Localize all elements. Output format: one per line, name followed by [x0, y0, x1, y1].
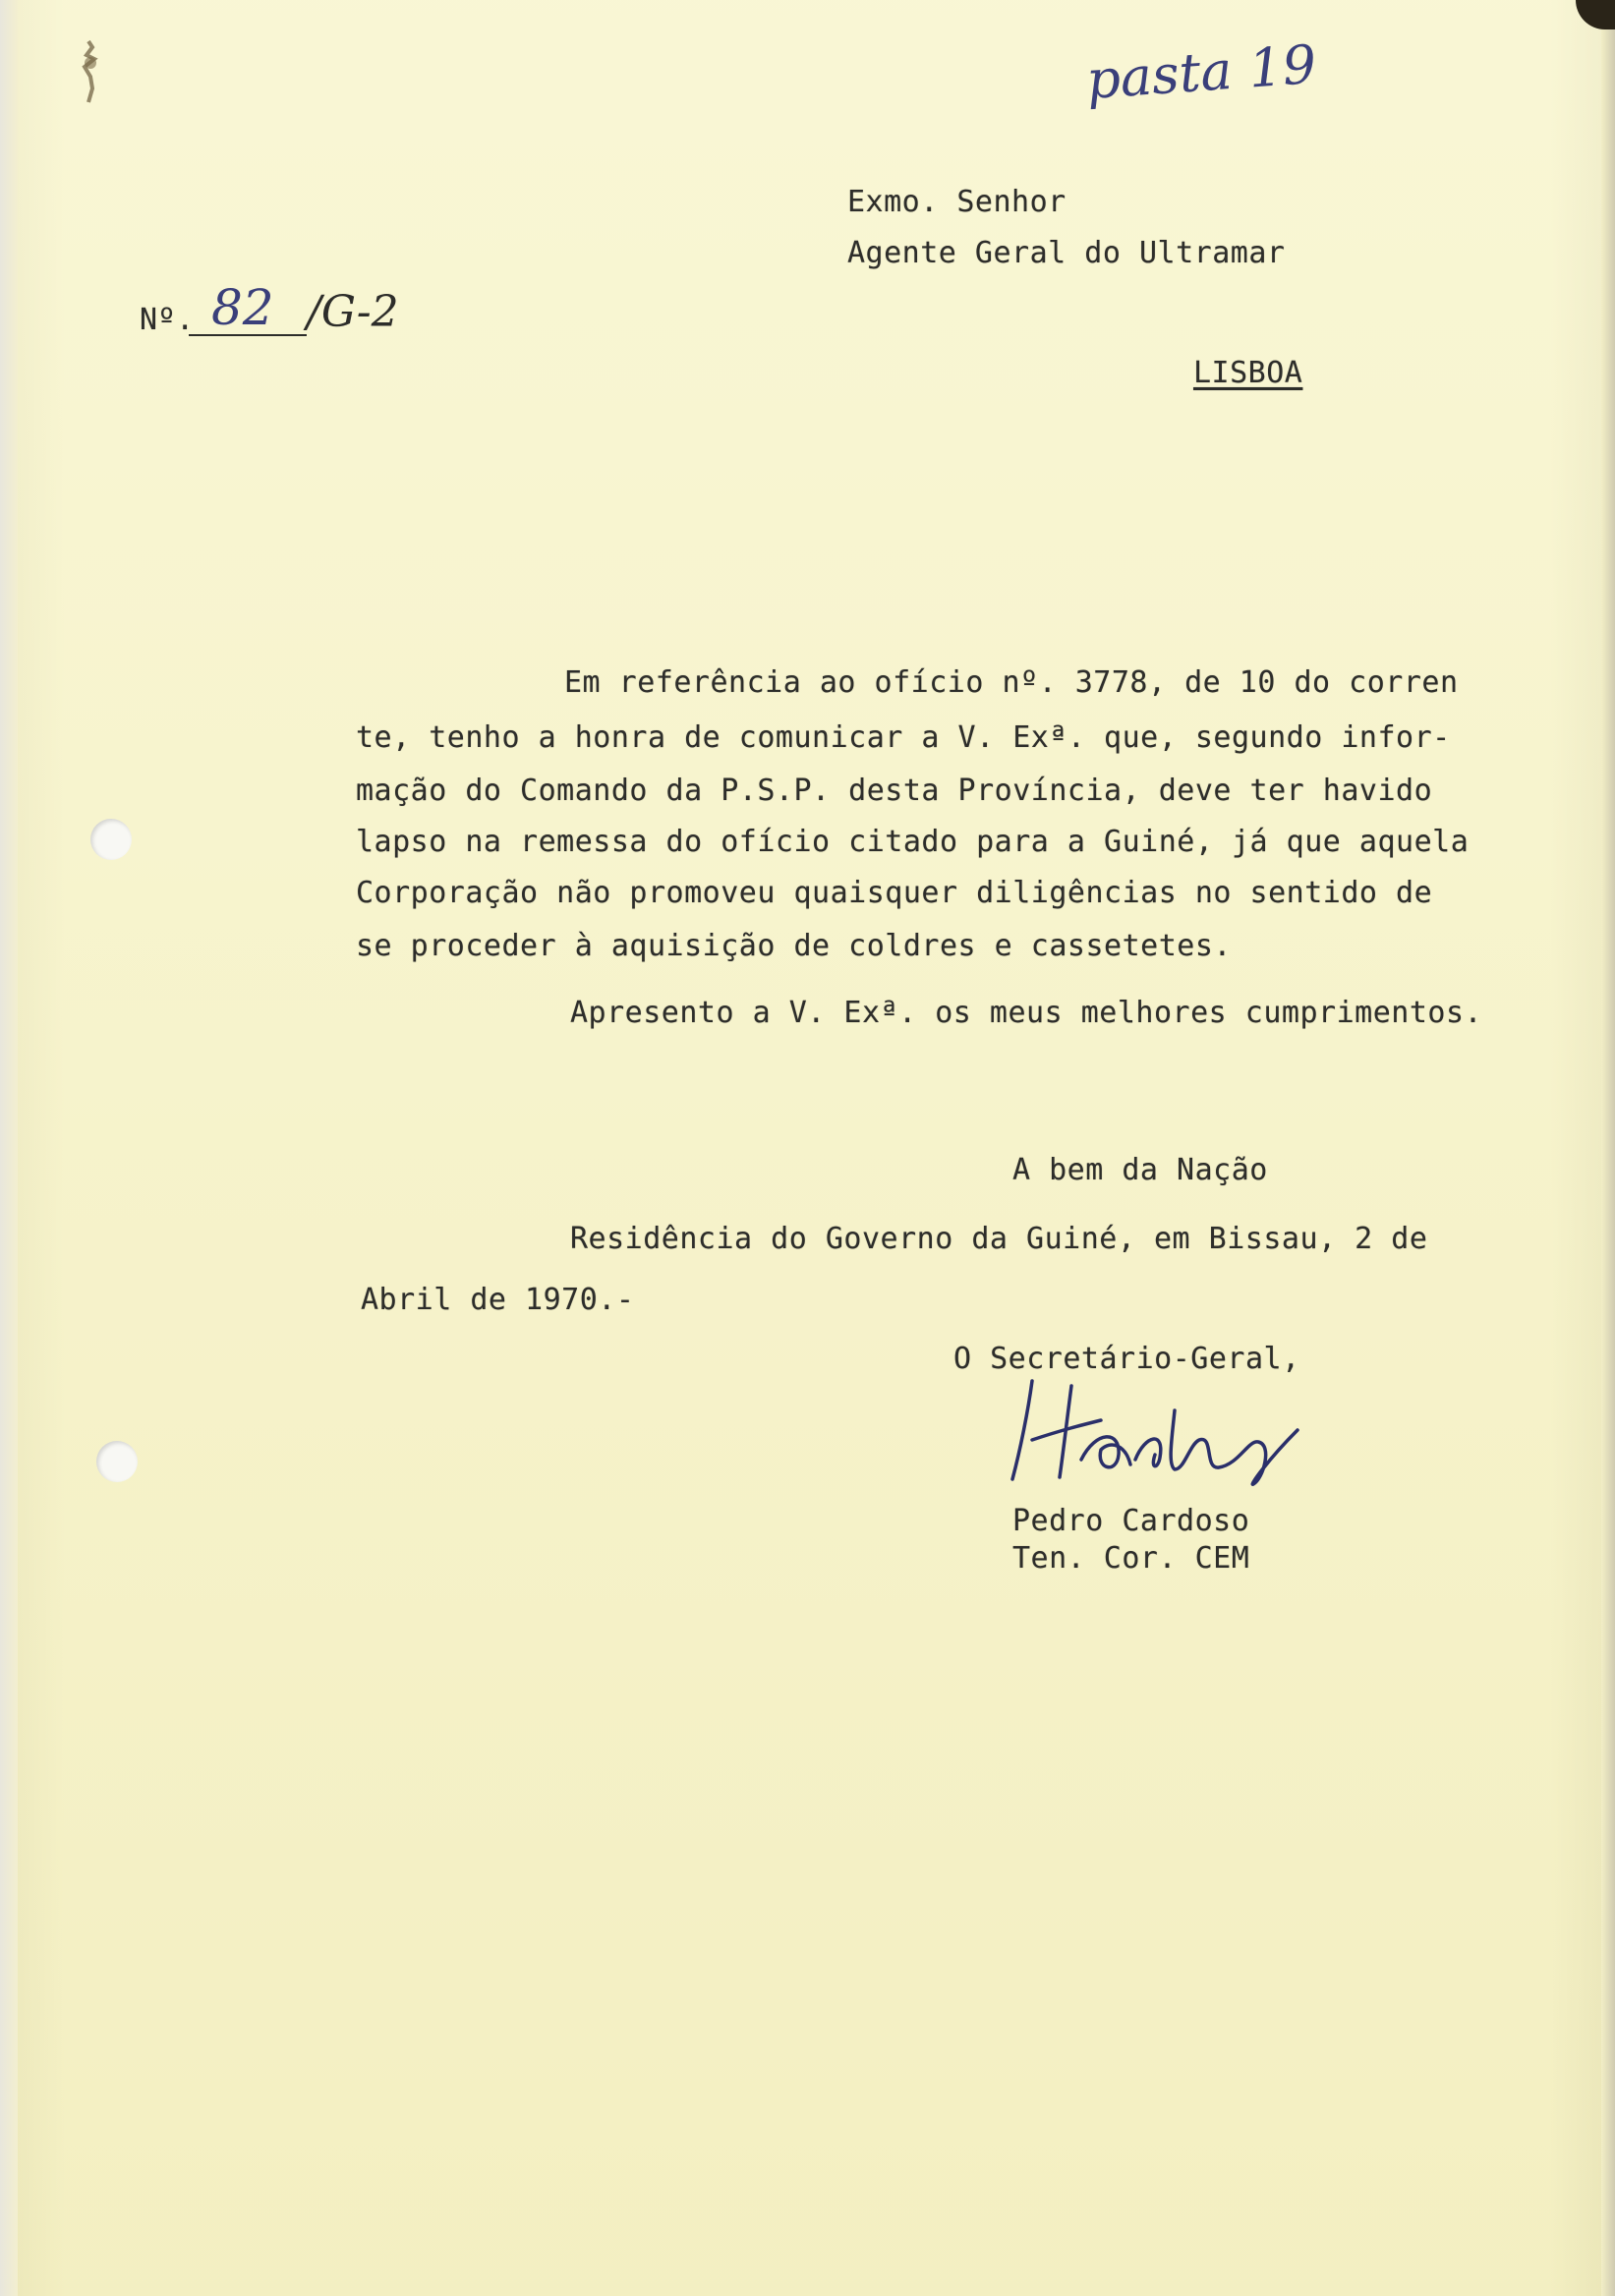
body-line-6: se proceder à aquisição de coldres e cassetetes.: [356, 929, 1232, 963]
closing-motto: A bem da Nação: [1012, 1153, 1268, 1187]
dark-corner-shadow: [1576, 0, 1615, 29]
signature-icon: [1003, 1371, 1317, 1489]
body-line-3: mação do Comando da P.S.P. desta Província, deve ter havido: [356, 774, 1433, 808]
reference-label: Nº.: [140, 303, 195, 337]
paper-stain-icon: [71, 33, 110, 112]
place-date-line-1: Residência do Governo da Guiné, em Bissau, 2 de: [570, 1222, 1428, 1256]
place-date-line-2: Abril de 1970.-: [361, 1283, 635, 1317]
paper-right-edge: [1601, 0, 1615, 2296]
handwritten-folder-note: pasta 19: [1084, 32, 1319, 112]
reference-suffix: /G-2: [307, 287, 399, 337]
body-line-4: lapso na remessa do ofício citado para a Guiné, já que aquela: [356, 825, 1470, 859]
addressee-recipient: Agente Geral do Ultramar: [847, 236, 1286, 270]
paper-left-edge: [0, 0, 18, 2296]
body-paragraph-2: Apresento a V. Exª. os meus melhores cumprimentos.: [570, 996, 1483, 1030]
signer-name: Pedro Cardoso: [1012, 1504, 1250, 1538]
punch-hole-bottom: [96, 1441, 138, 1482]
addressee-salutation: Exmo. Senhor: [847, 185, 1067, 219]
addressee-city: LISBOA: [1193, 356, 1303, 390]
signer-title: O Secretário-Geral,: [953, 1342, 1300, 1376]
body-line-1: Em referência ao ofício nº. 3778, de 10 do corren: [564, 665, 1459, 700]
signer-rank: Ten. Cor. CEM: [1012, 1541, 1250, 1576]
reference-number: 82: [211, 279, 274, 336]
body-line-2: te, tenho a honra de comunicar a V. Exª. que, segundo infor-: [356, 720, 1451, 755]
punch-hole-top: [90, 819, 132, 860]
body-line-5: Corporação não promoveu quaisquer diligências no sentido de: [356, 876, 1433, 910]
